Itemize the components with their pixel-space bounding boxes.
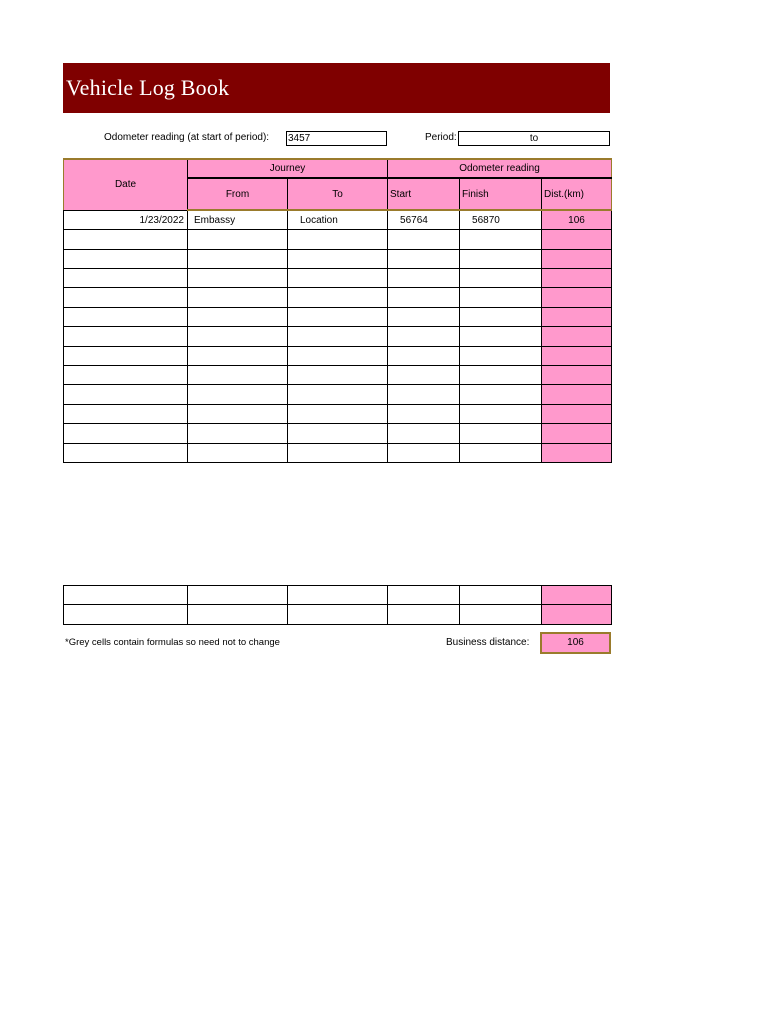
cell-date[interactable] bbox=[64, 443, 188, 462]
lower-log-table bbox=[63, 585, 612, 625]
header-from: From bbox=[188, 178, 288, 210]
cell-to[interactable] bbox=[288, 366, 388, 385]
cell-from[interactable] bbox=[188, 269, 288, 288]
cell-dist bbox=[542, 404, 612, 423]
cell-finish[interactable] bbox=[460, 605, 542, 624]
period-from-value[interactable] bbox=[459, 132, 530, 145]
cell-date[interactable] bbox=[64, 249, 188, 268]
cell-to[interactable] bbox=[288, 586, 388, 605]
cell-dist bbox=[542, 249, 612, 268]
table-row bbox=[64, 307, 612, 326]
cell-to[interactable] bbox=[288, 327, 388, 346]
cell-finish[interactable] bbox=[460, 385, 542, 404]
table-row bbox=[64, 586, 612, 605]
cell-to[interactable] bbox=[288, 605, 388, 624]
cell-from[interactable] bbox=[188, 366, 288, 385]
table-row bbox=[64, 346, 612, 365]
cell-from[interactable]: Embassy bbox=[188, 210, 288, 229]
cell-start[interactable] bbox=[388, 385, 460, 404]
header-dist: Dist.(km) bbox=[542, 178, 612, 210]
table-row bbox=[64, 605, 612, 624]
period-input[interactable] bbox=[458, 131, 610, 146]
cell-dist bbox=[542, 385, 612, 404]
period-to-value[interactable] bbox=[538, 132, 609, 145]
cell-date[interactable] bbox=[64, 424, 188, 443]
log-table bbox=[63, 158, 612, 463]
cell-dist: 106 bbox=[542, 210, 612, 229]
cell-to[interactable] bbox=[288, 230, 388, 249]
cell-from[interactable] bbox=[188, 424, 288, 443]
page-title: Vehicle Log Book bbox=[66, 75, 230, 100]
cell-from[interactable] bbox=[188, 404, 288, 423]
cell-finish[interactable] bbox=[460, 586, 542, 605]
cell-start[interactable]: 56764 bbox=[388, 210, 460, 229]
cell-start[interactable] bbox=[388, 249, 460, 268]
cell-from[interactable] bbox=[188, 385, 288, 404]
table-row bbox=[64, 210, 612, 229]
table-row bbox=[64, 385, 612, 404]
header-date: Date bbox=[64, 159, 188, 210]
cell-date[interactable]: 1/23/2022 bbox=[64, 210, 188, 229]
cell-dist bbox=[542, 346, 612, 365]
period-label: Period: bbox=[425, 132, 457, 143]
table-row bbox=[64, 424, 612, 443]
header-to: To bbox=[288, 178, 388, 210]
odometer-start-label: Odometer reading (at start of period): bbox=[104, 132, 270, 143]
cell-start[interactable] bbox=[388, 605, 460, 624]
cell-date[interactable] bbox=[64, 269, 188, 288]
cell-to[interactable] bbox=[288, 385, 388, 404]
business-distance-value: 106 bbox=[540, 632, 611, 654]
cell-date[interactable] bbox=[64, 346, 188, 365]
cell-from[interactable] bbox=[188, 443, 288, 462]
cell-start[interactable] bbox=[388, 230, 460, 249]
cell-from[interactable] bbox=[188, 586, 288, 605]
cell-start[interactable] bbox=[388, 288, 460, 307]
odometer-start-input[interactable]: 3457 bbox=[286, 131, 387, 146]
business-distance-label: Business distance: bbox=[446, 637, 530, 648]
cell-finish[interactable] bbox=[460, 327, 542, 346]
cell-from[interactable] bbox=[188, 288, 288, 307]
cell-from[interactable] bbox=[188, 327, 288, 346]
cell-dist bbox=[542, 327, 612, 346]
header-journey: Journey bbox=[188, 159, 388, 178]
cell-finish[interactable] bbox=[460, 230, 542, 249]
cell-from[interactable] bbox=[188, 249, 288, 268]
cell-dist bbox=[542, 307, 612, 326]
cell-finish[interactable]: 56870 bbox=[460, 210, 542, 229]
cell-to[interactable] bbox=[288, 346, 388, 365]
cell-date[interactable] bbox=[64, 288, 188, 307]
cell-date[interactable] bbox=[64, 307, 188, 326]
cell-date[interactable] bbox=[64, 404, 188, 423]
cell-from[interactable] bbox=[188, 605, 288, 624]
cell-dist bbox=[542, 424, 612, 443]
cell-to[interactable] bbox=[288, 249, 388, 268]
cell-finish[interactable] bbox=[460, 404, 542, 423]
period-separator: to bbox=[529, 133, 539, 144]
cell-to[interactable] bbox=[288, 424, 388, 443]
header-start: Start bbox=[388, 178, 460, 210]
table-row bbox=[64, 327, 612, 346]
cell-date[interactable] bbox=[64, 586, 188, 605]
cell-finish[interactable] bbox=[460, 288, 542, 307]
cell-finish[interactable] bbox=[460, 366, 542, 385]
header-odometer-reading: Odometer reading bbox=[388, 159, 612, 178]
cell-start[interactable] bbox=[388, 404, 460, 423]
cell-dist bbox=[542, 586, 612, 605]
table-row bbox=[64, 269, 612, 288]
cell-dist bbox=[542, 366, 612, 385]
cell-to[interactable] bbox=[288, 404, 388, 423]
cell-from[interactable] bbox=[188, 346, 288, 365]
table-row bbox=[64, 249, 612, 268]
table-row bbox=[64, 366, 612, 385]
table-row bbox=[64, 288, 612, 307]
cell-start[interactable] bbox=[388, 346, 460, 365]
cell-to[interactable] bbox=[288, 307, 388, 326]
cell-finish[interactable] bbox=[460, 443, 542, 462]
cell-dist bbox=[542, 605, 612, 624]
cell-start[interactable] bbox=[388, 424, 460, 443]
cell-finish[interactable] bbox=[460, 269, 542, 288]
cell-start[interactable] bbox=[388, 307, 460, 326]
cell-start[interactable] bbox=[388, 269, 460, 288]
cell-start[interactable] bbox=[388, 443, 460, 462]
header-finish: Finish bbox=[460, 178, 542, 210]
cell-start[interactable] bbox=[388, 586, 460, 605]
cell-to[interactable] bbox=[288, 288, 388, 307]
cell-finish[interactable] bbox=[460, 249, 542, 268]
cell-date[interactable] bbox=[64, 230, 188, 249]
cell-date[interactable] bbox=[64, 366, 188, 385]
cell-to[interactable] bbox=[288, 443, 388, 462]
cell-to[interactable]: Location bbox=[288, 210, 388, 229]
table-row bbox=[64, 443, 612, 462]
cell-dist bbox=[542, 443, 612, 462]
cell-date[interactable] bbox=[64, 385, 188, 404]
cell-date[interactable] bbox=[64, 327, 188, 346]
cell-date[interactable] bbox=[64, 605, 188, 624]
cell-finish[interactable] bbox=[460, 424, 542, 443]
cell-from[interactable] bbox=[188, 307, 288, 326]
table-row bbox=[64, 404, 612, 423]
cell-start[interactable] bbox=[388, 327, 460, 346]
cell-dist bbox=[542, 288, 612, 307]
cell-finish[interactable] bbox=[460, 346, 542, 365]
title-bar bbox=[63, 63, 610, 113]
cell-from[interactable] bbox=[188, 230, 288, 249]
table-row bbox=[64, 230, 612, 249]
cell-dist bbox=[542, 269, 612, 288]
cell-start[interactable] bbox=[388, 366, 460, 385]
cell-dist bbox=[542, 230, 612, 249]
footer-note: *Grey cells contain formulas so need not to change bbox=[65, 637, 280, 648]
cell-finish[interactable] bbox=[460, 307, 542, 326]
cell-to[interactable] bbox=[288, 269, 388, 288]
